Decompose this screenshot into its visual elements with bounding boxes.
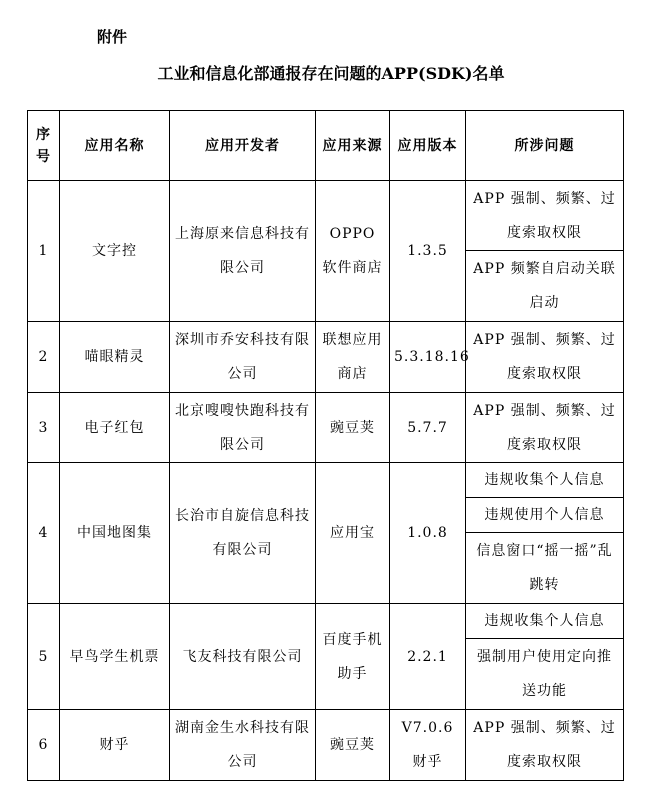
cell-app-name: 财乎 <box>60 710 170 781</box>
cell-version: 1.3.5 <box>390 181 466 322</box>
cell-issue: 强制用户使用定向推送功能 <box>466 639 624 710</box>
cell-developer: 长治市自旋信息科技有限公司 <box>170 463 316 604</box>
cell-seq: 3 <box>28 393 60 463</box>
cell-source: 百度手机助手 <box>316 604 390 710</box>
cell-issue: APP 强制、频繁、过度索取权限 <box>466 322 624 393</box>
header-seq-line2: 号 <box>36 148 51 165</box>
cell-source: OPPO 软件商店 <box>316 181 390 322</box>
cell-version: 2.2.1 <box>390 604 466 710</box>
table-row <box>28 463 624 498</box>
cell-developer: 湖南金生水科技有限公司 <box>170 710 316 781</box>
cell-developer: 飞友科技有限公司 <box>170 604 316 710</box>
cell-issue: 违规收集个人信息 <box>466 604 624 639</box>
table-row <box>28 322 624 393</box>
cell-developer: 深圳市乔安科技有限公司 <box>170 322 316 393</box>
cell-version: 1.0.8 <box>390 463 466 604</box>
cell-seq: 5 <box>28 604 60 710</box>
cell-source: 应用宝 <box>316 463 390 604</box>
header-app-name: 应用名称 <box>60 111 170 181</box>
cell-issue: APP 强制、频繁、过度索取权限 <box>466 181 624 251</box>
cell-version: 5.7.7 <box>390 393 466 463</box>
cell-app-name: 早鸟学生机票 <box>60 604 170 710</box>
cell-version: 5.3.18.16 <box>390 322 466 393</box>
cell-issue: APP 频繁自启动关联启动 <box>466 251 624 322</box>
cell-issue: APP 强制、频繁、过度索取权限 <box>466 710 624 781</box>
cell-seq: 1 <box>28 181 60 322</box>
table-row <box>28 181 624 251</box>
header-version: 应用版本 <box>390 111 466 181</box>
cell-issue: 违规使用个人信息 <box>466 498 624 533</box>
header-issues: 所涉问题 <box>466 111 624 181</box>
cell-app-name: 喵眼精灵 <box>60 322 170 393</box>
cell-source: 豌豆荚 <box>316 710 390 781</box>
cell-source: 联想应用商店 <box>316 322 390 393</box>
cell-developer: 北京嗖嗖快跑科技有限公司 <box>170 393 316 463</box>
table-header-row <box>28 111 624 181</box>
cell-seq: 4 <box>28 463 60 604</box>
table-row <box>28 710 624 781</box>
header-source: 应用来源 <box>316 111 390 181</box>
cell-developer: 上海原来信息科技有限公司 <box>170 181 316 322</box>
cell-version: V7.0.6 财乎 <box>390 710 466 781</box>
cell-app-name: 中国地图集 <box>60 463 170 604</box>
header-seq <box>28 111 60 181</box>
cell-app-name: 文字控 <box>60 181 170 322</box>
header-developer: 应用开发者 <box>170 111 316 181</box>
document-title: 工业和信息化部通报存在问题的APP(SDK)名单 <box>157 64 505 83</box>
table-row <box>28 604 624 639</box>
cell-app-name: 电子红包 <box>60 393 170 463</box>
cell-issue: APP 强制、频繁、过度索取权限 <box>466 393 624 463</box>
header-seq-line1: 序 <box>36 126 51 143</box>
cell-issue: 违规收集个人信息 <box>466 463 624 498</box>
cell-seq: 2 <box>28 322 60 393</box>
attachment-label: 附件 <box>97 28 128 46</box>
table-row <box>28 393 624 463</box>
app-list-table <box>27 110 624 781</box>
cell-issue: 信息窗口“摇一摇”乱跳转 <box>466 533 624 604</box>
cell-source: 豌豆荚 <box>316 393 390 463</box>
cell-seq: 6 <box>28 710 60 781</box>
